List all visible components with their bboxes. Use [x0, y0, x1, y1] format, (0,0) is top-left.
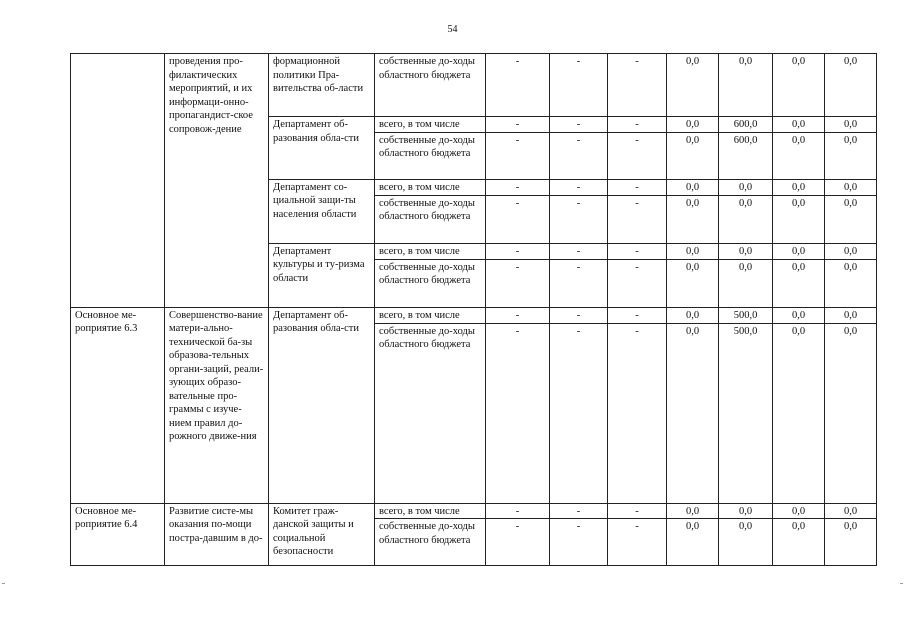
dash-cell: -: [486, 54, 550, 117]
dash-cell: -: [550, 179, 608, 195]
executor-cell: Департамент культуры и ту-ризма области: [269, 243, 375, 307]
source-cell: всего, в том числе: [375, 307, 486, 323]
source-cell: собственные до-ходы областного бюджета: [375, 519, 486, 566]
value-cell: 0,0: [825, 519, 877, 566]
executor-cell: Департамент об-разования обла-сти: [269, 117, 375, 180]
value-cell: 0,0: [825, 243, 877, 259]
executor-cell: формационной политики Пра-вительства об-ласти: [269, 54, 375, 117]
dash-cell: -: [486, 307, 550, 323]
value-cell: 500,0: [719, 323, 773, 503]
dash-cell: -: [550, 323, 608, 503]
source-cell: собственные до-ходы областного бюджета: [375, 132, 486, 179]
dash-cell: -: [608, 503, 667, 519]
dash-cell: -: [486, 243, 550, 259]
value-cell: 0,0: [667, 54, 719, 117]
value-cell: 0,0: [825, 117, 877, 133]
page-number: 54: [447, 24, 458, 35]
value-cell: 0,0: [825, 323, 877, 503]
dash-cell: -: [608, 323, 667, 503]
dash-cell: -: [486, 195, 550, 243]
description-cell: Совершенство-вание матери-ально-технической ба-зы образова-тельных органи-заций, реали-зующих образо-вательные про-граммы с изуче-нием правил до-рожного движе-ния: [165, 307, 269, 503]
value-cell: 0,0: [719, 519, 773, 566]
executor-cell: Департамент со-циальной защи-ты населения области: [269, 179, 375, 243]
source-cell: всего, в том числе: [375, 243, 486, 259]
dash-cell: -: [486, 132, 550, 179]
table-row: [71, 503, 877, 519]
value-cell: 0,0: [719, 503, 773, 519]
scan-edge-mark: [2, 583, 5, 584]
value-cell: 0,0: [825, 195, 877, 243]
dash-cell: -: [608, 54, 667, 117]
activity-cell: Основное ме-роприятие 6.4: [71, 503, 165, 566]
dash-cell: -: [608, 519, 667, 566]
source-cell: собственные до-ходы областного бюджета: [375, 195, 486, 243]
source-cell: собственные до-ходы областного бюджета: [375, 259, 486, 307]
value-cell: 500,0: [719, 307, 773, 323]
value-cell: 0,0: [825, 503, 877, 519]
value-cell: 0,0: [719, 243, 773, 259]
dash-cell: -: [608, 243, 667, 259]
executor-cell: Департамент об-разования обла-сти: [269, 307, 375, 503]
value-cell: 0,0: [773, 323, 825, 503]
value-cell: 0,0: [773, 519, 825, 566]
dash-cell: -: [608, 132, 667, 179]
value-cell: 0,0: [667, 323, 719, 503]
dash-cell: -: [608, 179, 667, 195]
source-cell: собственные до-ходы областного бюджета: [375, 54, 486, 117]
value-cell: 0,0: [773, 54, 825, 117]
value-cell: 0,0: [825, 132, 877, 179]
dash-cell: -: [486, 519, 550, 566]
dash-cell: -: [608, 259, 667, 307]
dash-cell: -: [486, 503, 550, 519]
value-cell: 0,0: [667, 117, 719, 133]
value-cell: 600,0: [719, 132, 773, 179]
dash-cell: -: [486, 259, 550, 307]
dash-cell: -: [608, 117, 667, 133]
value-cell: 0,0: [719, 259, 773, 307]
dash-cell: -: [486, 179, 550, 195]
activity-cell: Основное ме-роприятие 6.3: [71, 307, 165, 503]
table-row: [71, 307, 877, 323]
value-cell: 0,0: [773, 259, 825, 307]
budget-table: [70, 53, 877, 566]
value-cell: 0,0: [719, 179, 773, 195]
value-cell: 0,0: [773, 132, 825, 179]
dash-cell: -: [486, 323, 550, 503]
value-cell: 0,0: [773, 307, 825, 323]
dash-cell: -: [608, 195, 667, 243]
value-cell: 0,0: [773, 503, 825, 519]
value-cell: 0,0: [825, 54, 877, 117]
scan-edge-mark: [900, 583, 903, 584]
value-cell: 0,0: [667, 503, 719, 519]
dash-cell: -: [550, 195, 608, 243]
dash-cell: -: [550, 307, 608, 323]
dash-cell: -: [608, 307, 667, 323]
table-row: [71, 54, 877, 117]
dash-cell: -: [550, 132, 608, 179]
value-cell: 0,0: [667, 259, 719, 307]
dash-cell: -: [550, 519, 608, 566]
value-cell: 0,0: [719, 54, 773, 117]
value-cell: 0,0: [773, 179, 825, 195]
dash-cell: -: [486, 117, 550, 133]
activity-cell: [71, 54, 165, 308]
value-cell: 0,0: [719, 195, 773, 243]
value-cell: 0,0: [667, 195, 719, 243]
value-cell: 0,0: [667, 307, 719, 323]
value-cell: 0,0: [825, 179, 877, 195]
executor-cell: Комитет граж-данской защиты и социальной безопасности: [269, 503, 375, 566]
description-cell: Развитие систе-мы оказания по-мощи постра-давшим в до-: [165, 503, 269, 566]
source-cell: всего, в том числе: [375, 117, 486, 133]
description-cell: проведения про-филактических мероприятий, и их информаци-онно-пропагандист-ское сопровож-дение: [165, 54, 269, 308]
value-cell: 0,0: [773, 195, 825, 243]
dash-cell: -: [550, 503, 608, 519]
dash-cell: -: [550, 243, 608, 259]
value-cell: 0,0: [773, 243, 825, 259]
source-cell: всего, в том числе: [375, 179, 486, 195]
value-cell: 0,0: [667, 243, 719, 259]
dash-cell: -: [550, 117, 608, 133]
value-cell: 0,0: [825, 259, 877, 307]
value-cell: 600,0: [719, 117, 773, 133]
value-cell: 0,0: [667, 132, 719, 179]
value-cell: 0,0: [667, 179, 719, 195]
dash-cell: -: [550, 259, 608, 307]
value-cell: 0,0: [825, 307, 877, 323]
value-cell: 0,0: [667, 519, 719, 566]
source-cell: всего, в том числе: [375, 503, 486, 519]
value-cell: 0,0: [773, 117, 825, 133]
dash-cell: -: [550, 54, 608, 117]
source-cell: собственные до-ходы областного бюджета: [375, 323, 486, 503]
